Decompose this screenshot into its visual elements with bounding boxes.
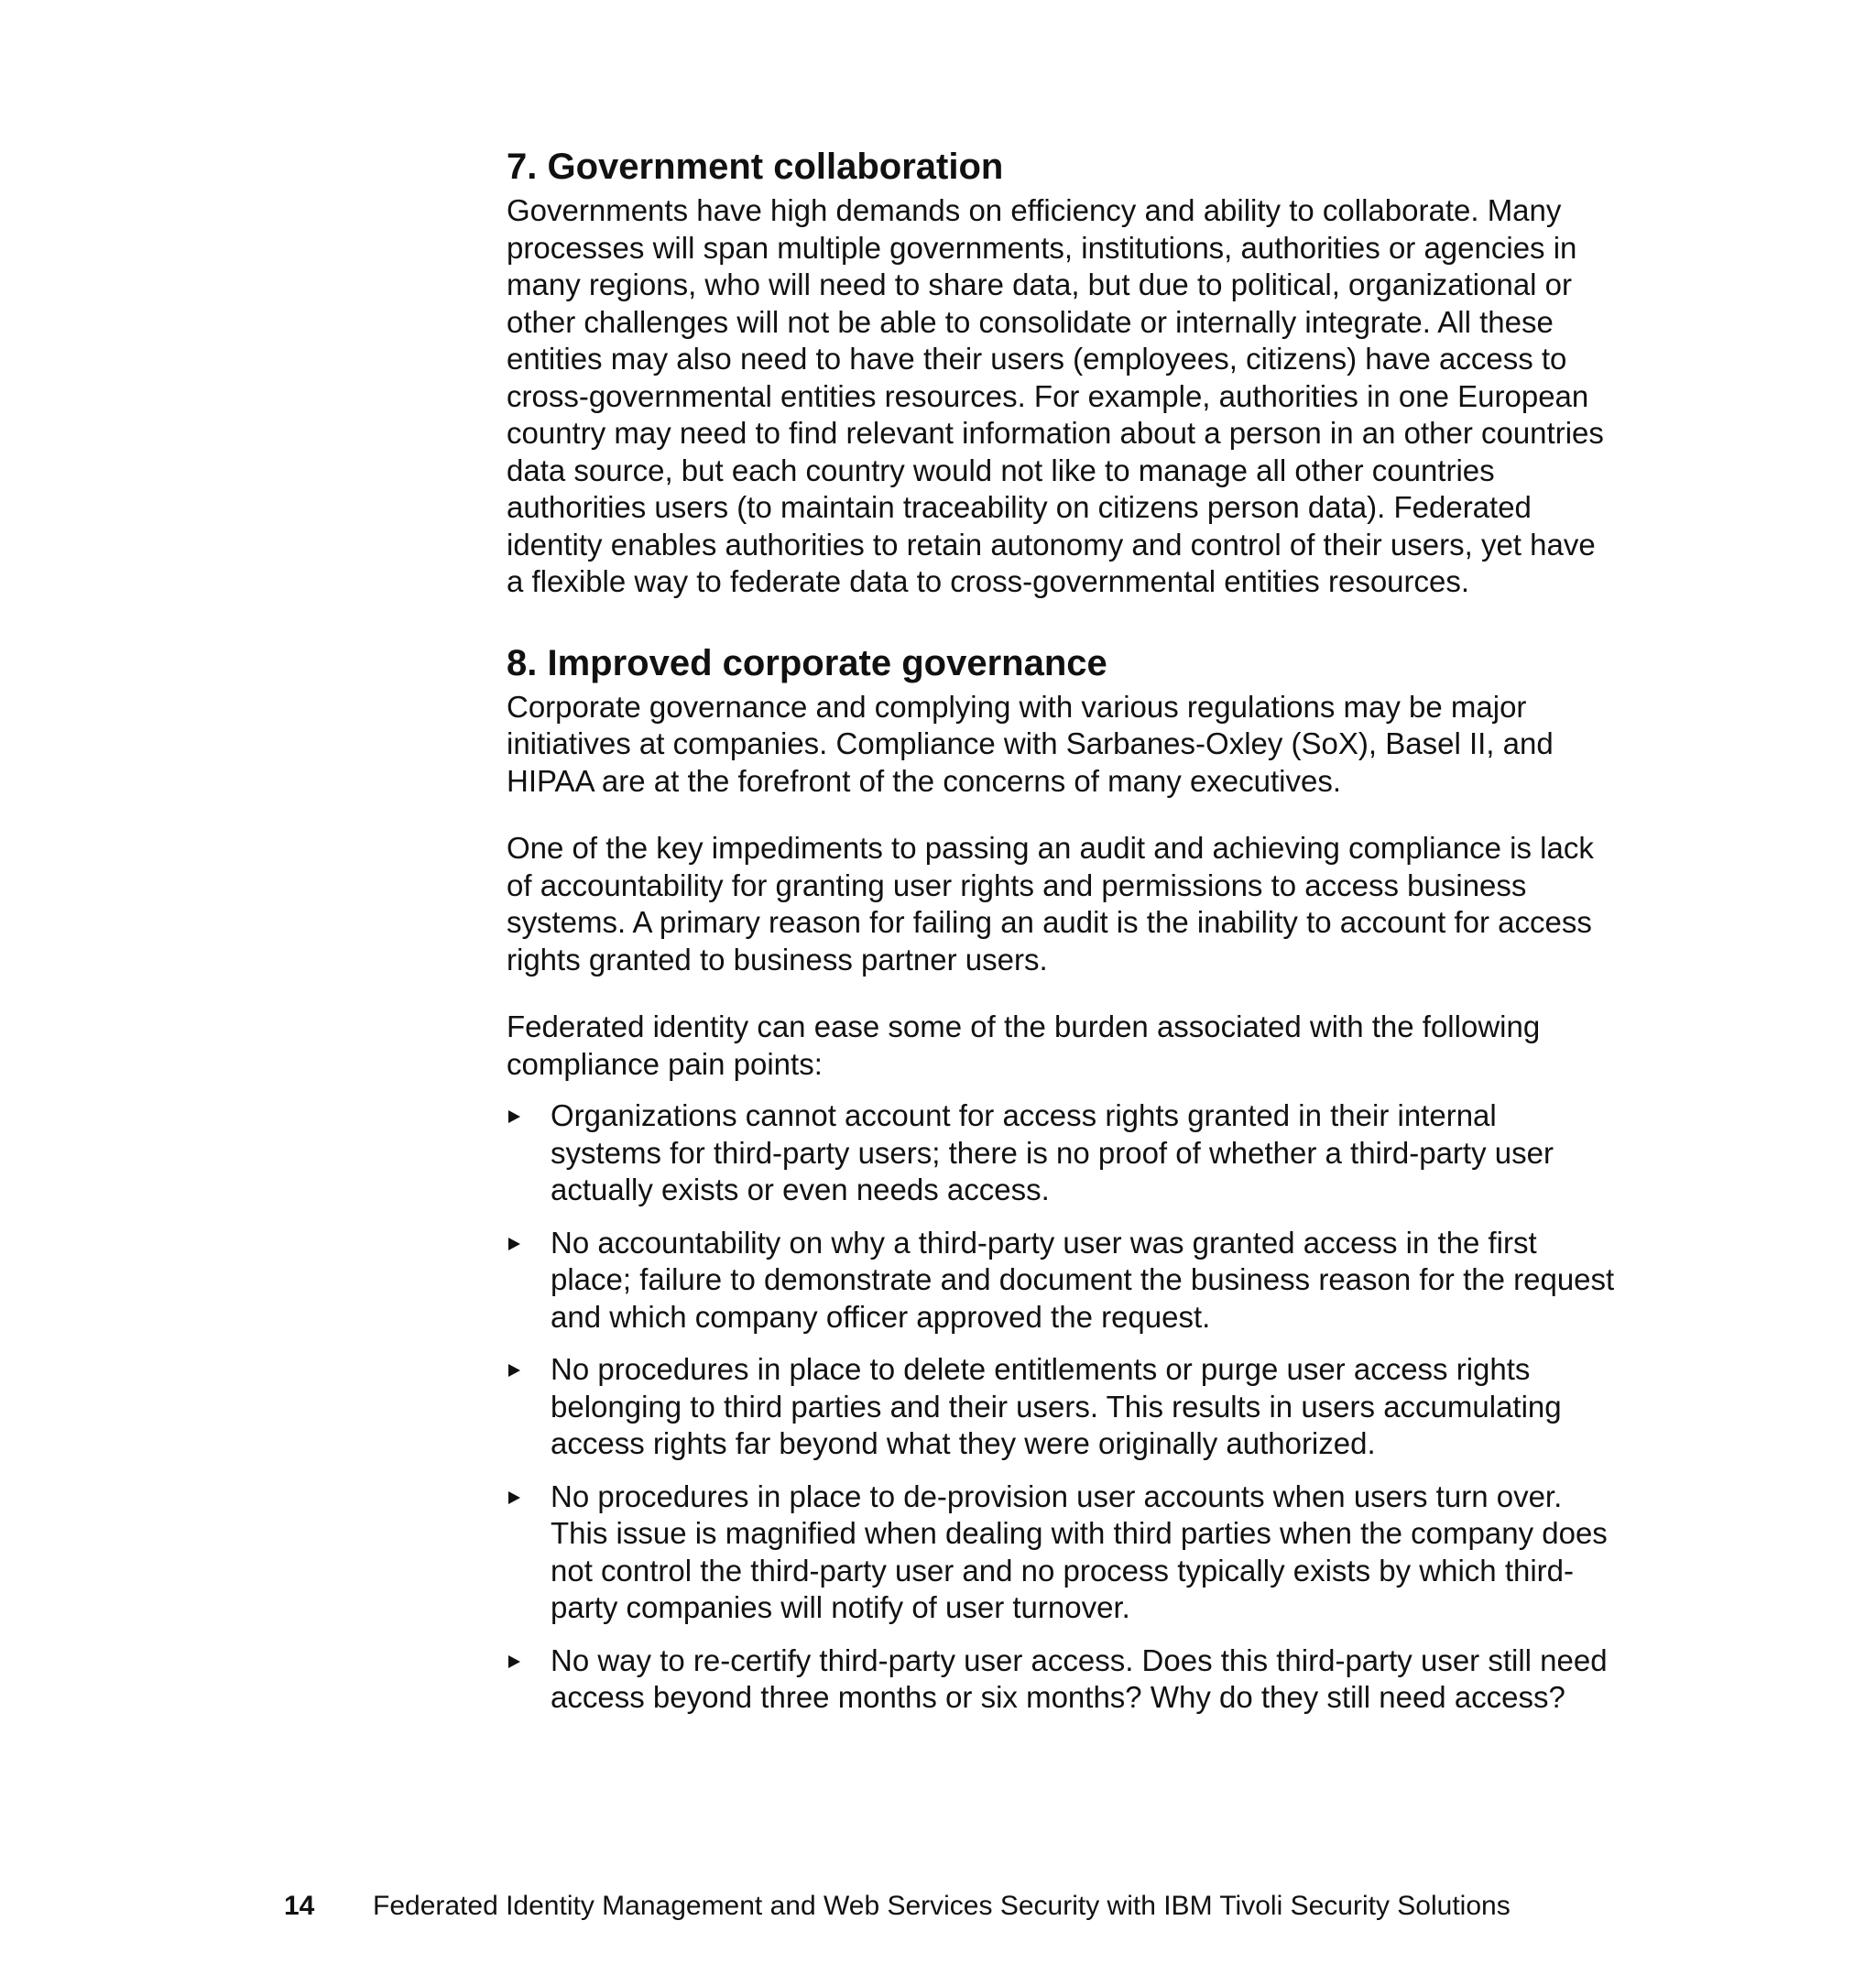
list-item-text: No way to re-certify third-party user access. Does this third-party user still need access beyond three months or six months? Why do they still need access?	[551, 1642, 1608, 1714]
list-item	[507, 1479, 1615, 1627]
section-corporate-governance	[507, 641, 1615, 1717]
list-item-text: No procedures in place to de-provision user accounts when users turn over. This issue is magnified when dealing with third parties when the company does not control the third-party user and no process typically exists by which third-party companies will notify of user turnover.	[551, 1479, 1608, 1624]
section-paragraph: Governments have high demands on efficiency and ability to collaborate. Many processes will span multiple governments, institutions, authorities or agencies in many regions, who will need to share data, but due to political, organizational or other challenges will not be able to consolidate or internally integrate. All these entities may also need to have their users (employees, citizens) have access to cross-governmental entities resources. For example, authorities in one European country may need to find relevant information about a person in an other countries data source, but each country would not like to manage all other countries authorities users (to maintain traceability on citizens person data). Federated identity enables authorities to retain autonomy and control of their users, yet have a flexible way to federate data to cross-governmental entities resources.	[507, 193, 1604, 598]
section-paragraph: Federated identity can ease some of the burden associated with the following compliance pain points:	[507, 1009, 1541, 1081]
page-number: 14	[284, 1891, 315, 1921]
page-content	[507, 145, 1615, 1732]
list-item-text: No accountability on why a third-party user was granted access in the first place; failure to demonstrate and document the business reason for the request and which company officer approved the request.	[551, 1225, 1615, 1334]
section-paragraph: One of the key impediments to passing an audit and achieving compliance is lack of accountability for granting user rights and permissions to access business systems. A primary reason for failing an audit is the inability to account for access rights granted to business partner users.	[507, 831, 1594, 977]
section-heading: 8. Improved corporate governance	[507, 642, 1107, 683]
section-heading: 7. Government collaboration	[507, 147, 1004, 187]
section-paragraph: Corporate governance and complying with various regulations may be major initiatives at companies. Compliance with Sarbanes-Oxley (SoX), Basel II, and HIPAA are at the forefront of the concerns of many executives.	[507, 689, 1554, 798]
list-item	[507, 1225, 1615, 1337]
pain-points-list	[507, 1097, 1615, 1717]
triangle-bullet-icon	[508, 1110, 520, 1123]
section-government-collaboration	[507, 145, 1615, 601]
list-item	[507, 1097, 1615, 1209]
list-item	[507, 1351, 1615, 1463]
list-item-text: Organizations cannot account for access rights granted in their internal systems for third-party users; there is no proof of whether a third-party user actually exists or even needs access.	[551, 1098, 1554, 1206]
list-item	[507, 1642, 1615, 1717]
triangle-bullet-icon	[508, 1238, 520, 1250]
triangle-bullet-icon	[508, 1491, 520, 1504]
list-item-text: No procedures in place to delete entitlements or purge user access rights belonging to third parties and their users. This results in users accumulating access rights far beyond what they were originally authorized.	[551, 1352, 1562, 1460]
book-title: Federated Identity Management and Web Services Security with IBM Tivoli Security Solutions	[373, 1891, 1511, 1921]
triangle-bullet-icon	[508, 1655, 520, 1668]
triangle-bullet-icon	[508, 1364, 520, 1377]
page-footer	[284, 1890, 1511, 1923]
